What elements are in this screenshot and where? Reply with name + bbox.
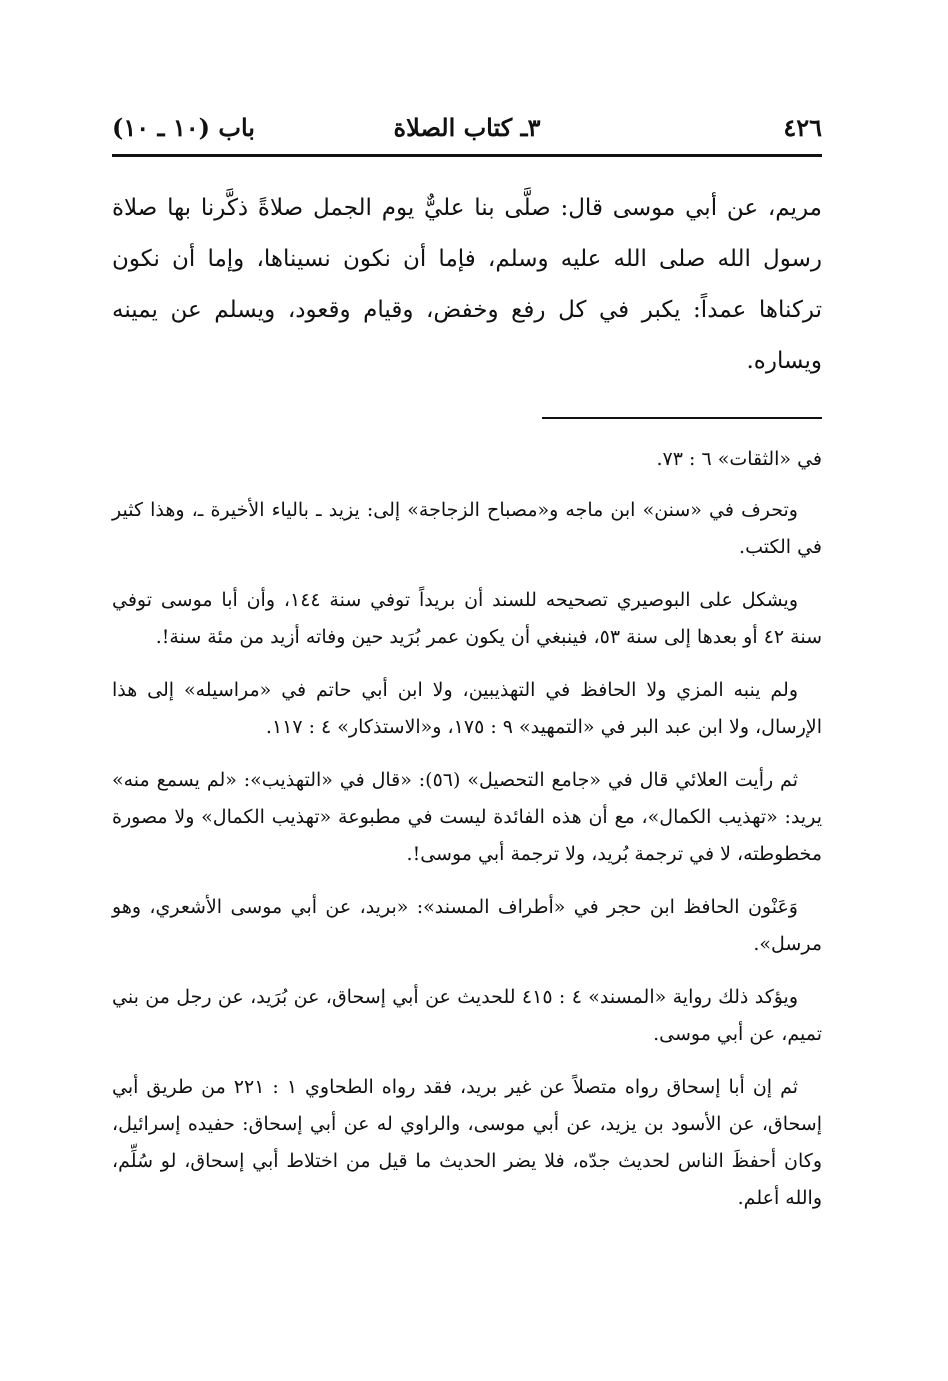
footnote-paragraph: ويشكل على البوصيري تصحيحه للسند أن بريداً توفي سنة ١٤٤، وأن أبا موسى توفي سنة ٤٢ أو بعدها إلى سنة ٥٣، فينبغي أن يكون عمر بُرَيد حين وفاته أزيد من مئة سنة!. (112, 589, 822, 648)
footnote-paragraph: في «الثقات» ٦ : ٧٣. (656, 448, 822, 470)
footnote-paragraph: ولم ينبه المزي ولا الحافظ في التهذيبين، ولا ابن أبي حاتم في «مراسيله» إلى هذا الإرسال، ولا ابن عبد البر في «التمهيد» ٩ : ١٧٥، و«الاستذكار» ٤ : ١١٧. (112, 679, 822, 738)
main-text-paragraph: مريم، عن أبي موسى قال: صلَّى بنا عليٌّ يوم الجمل صلاةً ذكَّرنا بها صلاة رسول الله صلى الله عليه وسلم، فإما أن نكون نسيناها، وإما أن نكون تركناها عمداً: يكبر في كل رفع وخفض، وقيام وقعود، ويسلم عن يمينه ويساره. (112, 195, 822, 374)
footnote-paragraph: وتحرف في «سنن» ابن ماجه و«مصباح الزجاجة» إلى: يزيد ـ بالياء الأخيرة ـ، وهذا كثير في الكتب. (112, 499, 822, 558)
footnote-paragraph: ثم إن أبا إسحاق رواه متصلاً عن غير بريد، فقد رواه الطحاوي ١ : ٢٢١ من طريق أبي إسحاق، عن الأسود بن يزيد، عن أبي موسى، والراوي له عن أبي إسحاق: حفيده إسرائيل، وكان أحفظَ الناس لحديث جدّه، فلا يضر الحديث ما قيل من اختلاط أبي إسحاق، لو سُلِّم، والله أعلم. (112, 1076, 822, 1209)
footnotes (112, 441, 822, 1217)
book-page (112, 108, 822, 1233)
chapter-label: باب (١٠ ـ ١٠) (112, 113, 255, 142)
footnote-paragraph: ثم رأيت العلائي قال في «جامع التحصيل» (٥٦): «قال في «التهذيب»: «لم يسمع منه» يريد: «تهذيب الكمال»، مع أن هذه الفائدة ليست في مطبوعة «تهذيب الكمال» ولا مصورة مخطوطته، لا في ترجمة بُريد، ولا ترجمة أبي موسى!. (112, 769, 822, 865)
footnote-paragraph: وَعَنْون الحافظ ابن حجر في «أطراف المسند»: «بريد، عن أبي موسى الأشعري، وهو مرسل». (112, 896, 822, 955)
book-title: ٣ـ كتاب الصلاة (393, 113, 541, 142)
header-rule (112, 154, 822, 157)
footnote-paragraph: ويؤكد ذلك رواية «المسند» ٤ : ٤١٥ للحديث عن أبي إسحاق، عن بُرَيد، عن رجل من بني تميم، عن أبي موسى. (112, 986, 822, 1045)
page-number: ٤٢٦ (783, 113, 822, 142)
footnote-separator (542, 417, 822, 419)
running-head (112, 108, 822, 148)
